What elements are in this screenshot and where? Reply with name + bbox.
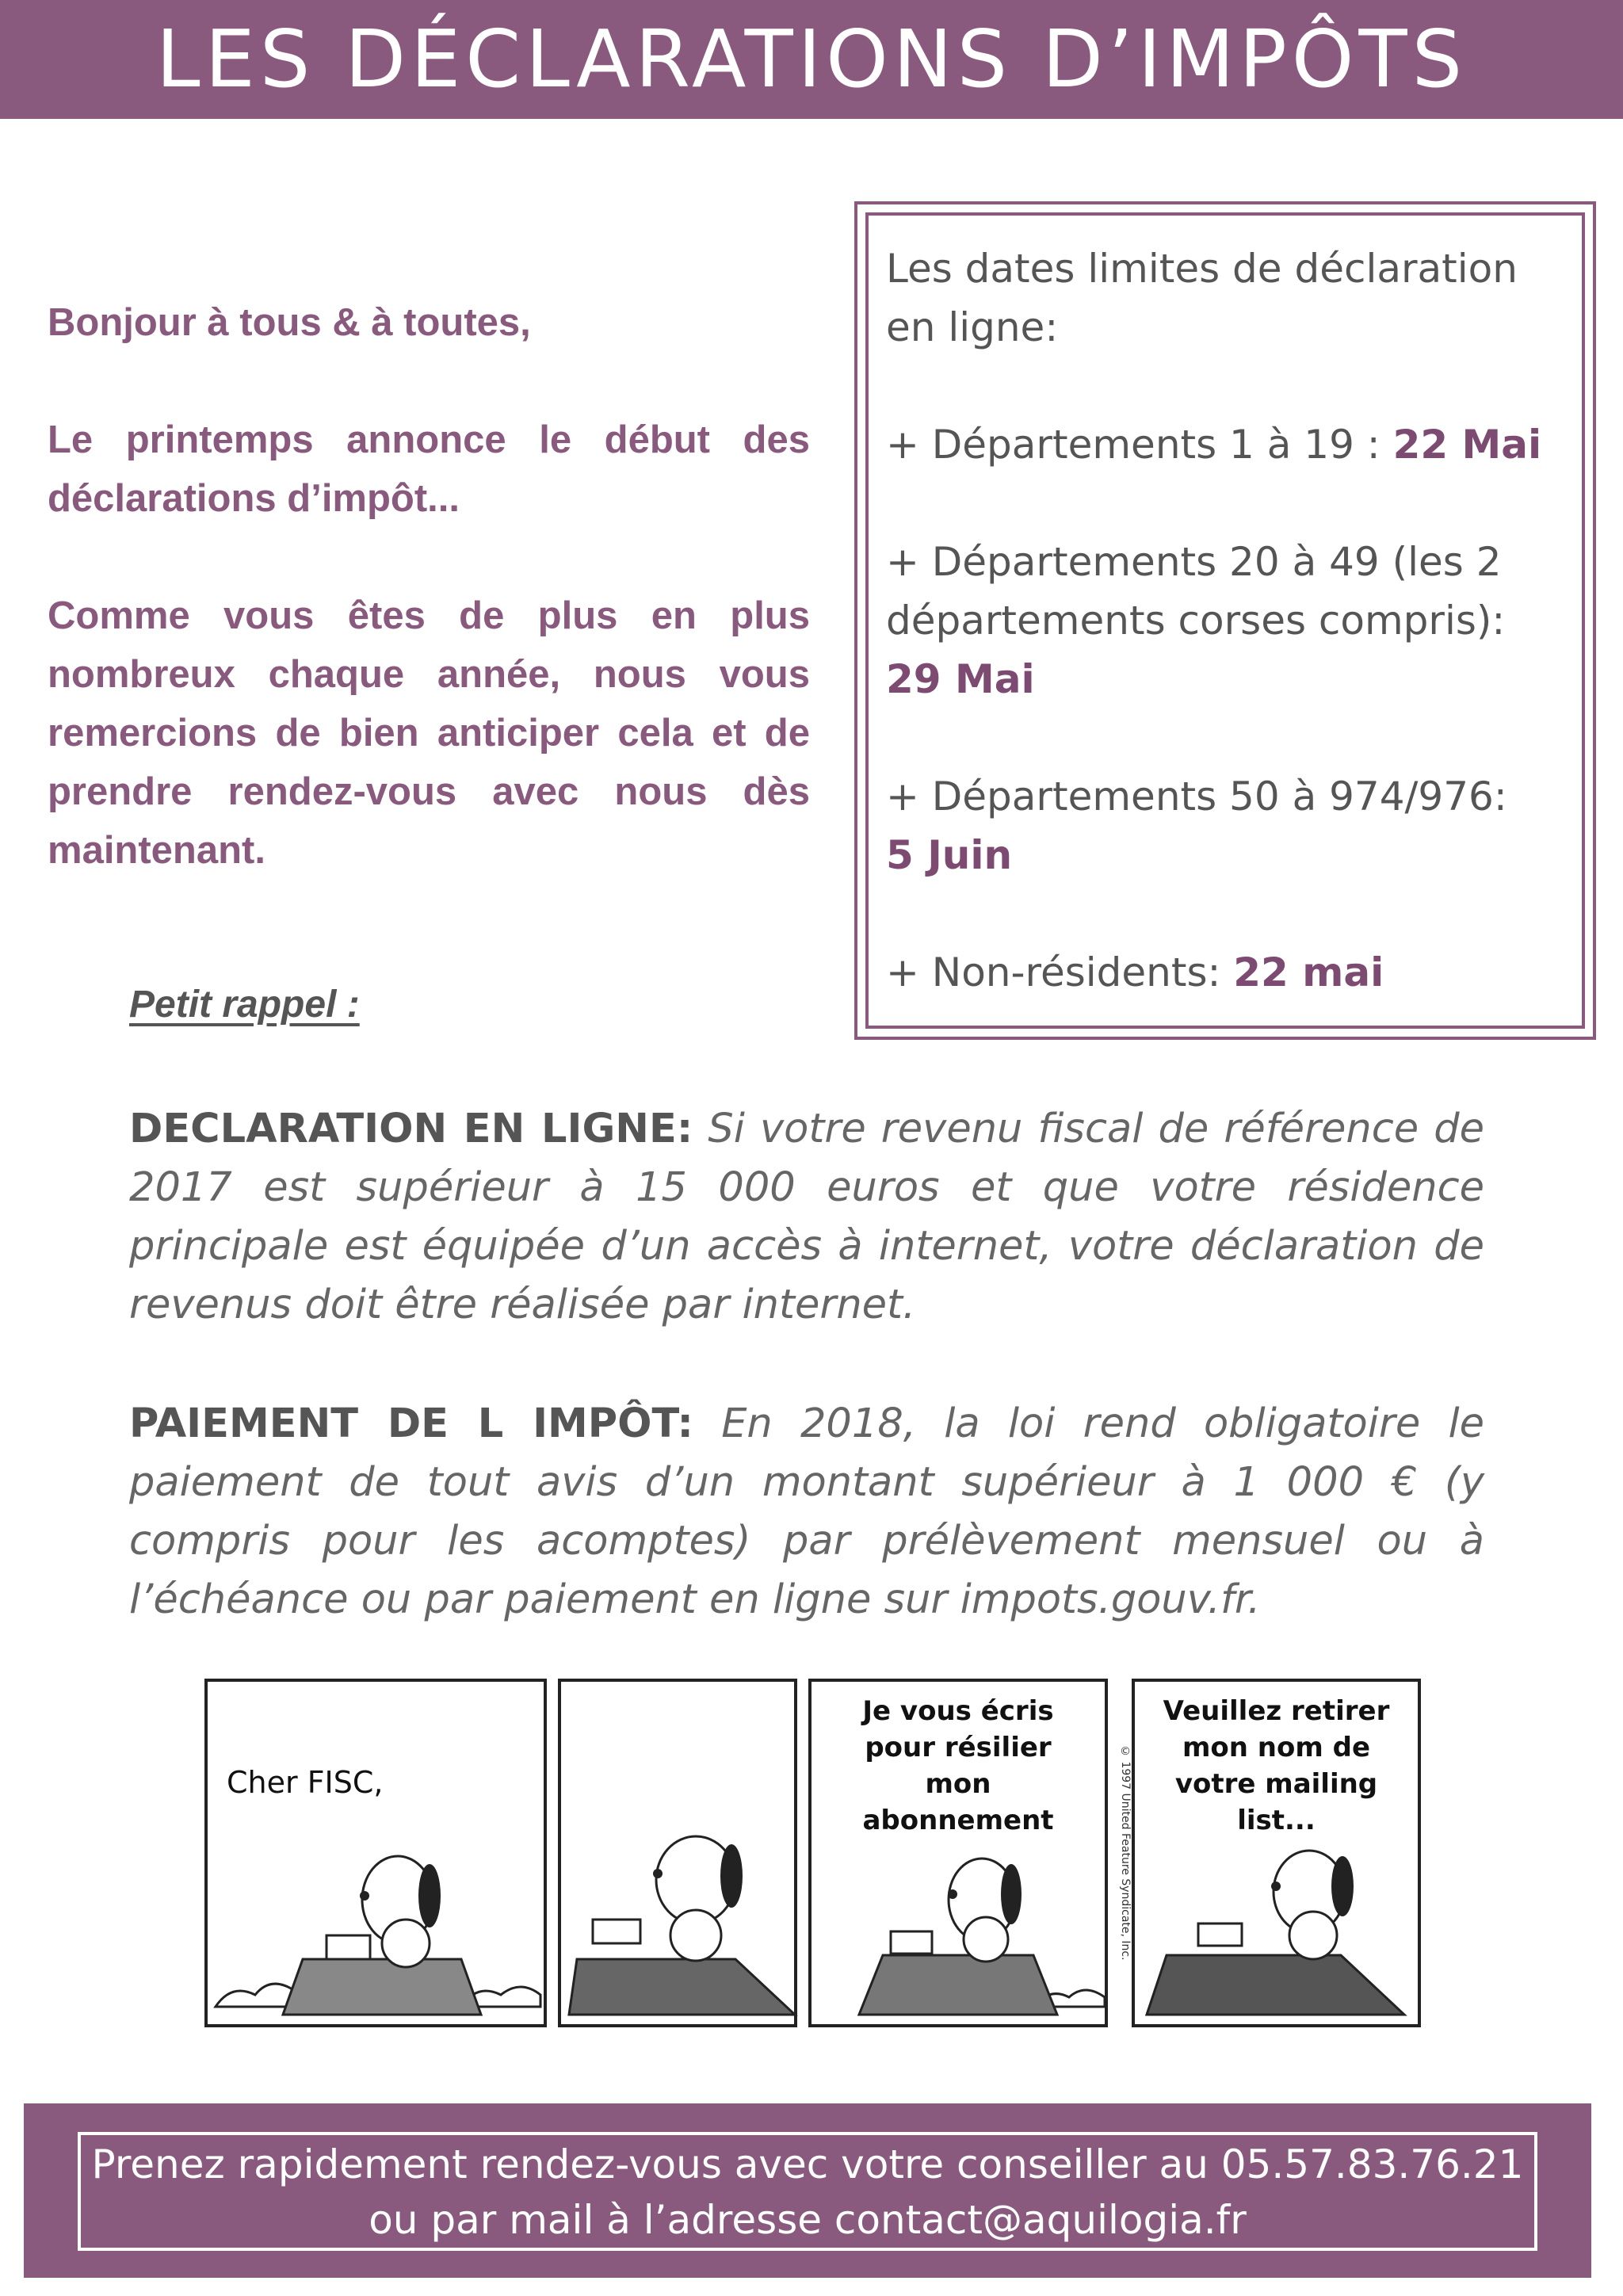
deadline-item-1 bbox=[886, 415, 1564, 474]
comic-panel-1 bbox=[204, 1679, 547, 2027]
intro-section bbox=[48, 293, 810, 880]
intro-paragraph-2: Comme vous êtes de plus en plus nombreux chaque année, nous vous remercions de bien anticiper cela et de prendre rendez-vous avec nous dès maintenant. bbox=[48, 594, 810, 872]
tax-payment-note bbox=[129, 1395, 1484, 1629]
online-declaration-label: DECLARATION EN LIGNE: bbox=[129, 1106, 693, 1152]
deadlines-heading: Les dates limites de déclaration en ligne: bbox=[886, 246, 1518, 350]
reminder-title: Petit rappel : bbox=[129, 984, 360, 1026]
tax-payment-text: En 2018, la loi rend obligatoire le paiement de tout avis d’un montant supérieur à 1 000 € (y compris pour les acomptes) par prélèvement mensuel ou à l’échéance ou par paiement en ligne sur impots.gouv.fr. bbox=[129, 1400, 1484, 1623]
deadlines-box bbox=[854, 201, 1596, 1040]
contact-box bbox=[78, 2132, 1537, 2251]
greeting: Bonjour à tous & à toutes, bbox=[48, 301, 531, 344]
deadline-label: + Départements 1 à 19 : bbox=[886, 422, 1393, 468]
comic-copyright: © 1997 United Feature Syndicate, Inc. bbox=[1119, 1745, 1132, 1961]
contact-phone-line: Prenez rapidement rendez-vous avec votre conseiller au 05.57.83.76.21 bbox=[91, 2141, 1524, 2187]
header-banner bbox=[0, 0, 1623, 119]
deadline-label: + Non-résidents: bbox=[886, 949, 1234, 995]
comic-strip bbox=[204, 1679, 1421, 2030]
comic-caption-1: Cher FISC, bbox=[227, 1765, 384, 1800]
comic-caption-4: Veuillez retirer mon nom de votre mailing list... bbox=[1163, 1695, 1390, 1836]
online-declaration-text: Si votre revenu fiscal de référence de 2017 est supérieur à 15 000 euros et que votre résidence principale est équipée d’un accès à internet, votre déclaration de revenus doit être réalisée par internet. bbox=[129, 1106, 1484, 1328]
snoopy-typing-illustration bbox=[561, 1682, 800, 2030]
deadlines-box-inner bbox=[865, 212, 1585, 1029]
deadline-label: + Départements 50 à 974/976: bbox=[886, 774, 1507, 819]
comic-panel-4 bbox=[1132, 1679, 1421, 2027]
snoopy-typing-illustration bbox=[812, 1682, 1111, 2030]
deadline-item-3 bbox=[886, 767, 1564, 884]
comic-caption-3: Je vous écris pour résilier mon abonnement bbox=[862, 1695, 1054, 1836]
intro-paragraph-1: Le printemps annonce le début des déclarations d’impôt... bbox=[48, 418, 810, 520]
page-title: LES DÉCLARATIONS D’IMPÔTS bbox=[155, 13, 1468, 105]
snoopy-typing-illustration bbox=[1135, 1682, 1424, 2030]
snoopy-typing-illustration bbox=[208, 1682, 550, 2030]
deadline-date: 22 Mai bbox=[1392, 422, 1542, 468]
deadline-date: 5 Juin bbox=[886, 832, 1013, 878]
deadline-date: 22 mai bbox=[1233, 949, 1384, 995]
comic-panel-2 bbox=[558, 1679, 797, 2027]
deadline-item-2 bbox=[886, 533, 1564, 709]
deadline-item-4 bbox=[886, 943, 1564, 1002]
deadline-label: + Départements 20 à 49 (les 2 départements corses compris): bbox=[886, 539, 1506, 644]
deadline-date: 29 Mai bbox=[886, 656, 1035, 702]
online-declaration-note bbox=[129, 1100, 1484, 1335]
contact-email-line: ou par mail à l’adresse contact@aquilogia.fr bbox=[369, 2197, 1247, 2243]
comic-panel-3 bbox=[808, 1679, 1108, 2027]
footer-banner bbox=[24, 2103, 1591, 2278]
tax-payment-label: PAIEMENT DE L IMPÔT: bbox=[129, 1400, 693, 1447]
